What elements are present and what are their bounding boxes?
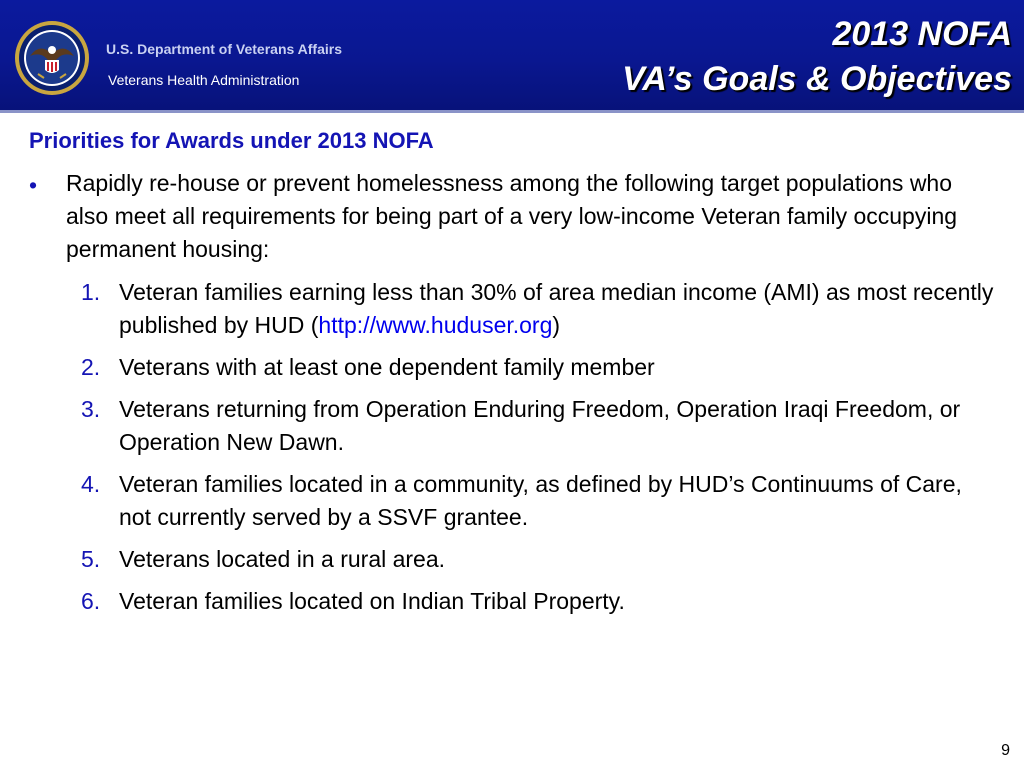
list-item-number: 6. xyxy=(81,588,101,614)
bullet-icon: • xyxy=(29,172,38,198)
list-item: Veteran families located on Indian Tribal Property. xyxy=(119,588,625,614)
list-item-number: 3. xyxy=(81,396,101,422)
list-item-number: 1. xyxy=(81,279,101,305)
list-item: Veterans located in a rural area. xyxy=(119,546,446,572)
list-item xyxy=(119,276,999,342)
list-item-number: 4. xyxy=(81,471,101,497)
list-item: Veteran families located in a community, as defined by HUD’s Continuums of Care, not currently served by a SSVF grantee. xyxy=(119,471,962,530)
page-number: 9 xyxy=(1001,742,1010,759)
list-item-number: 2. xyxy=(81,354,101,380)
list-item-number: 5. xyxy=(81,546,101,572)
list-item: Veterans returning from Operation Enduring Freedom, Operation Iraqi Freedom, or Operation New Dawn. xyxy=(119,396,961,455)
list-item-text: Veteran families earning less than 30% of area median income (AMI) as most recently published by HUD ( xyxy=(119,279,994,338)
administration-name: Veterans Health Administration xyxy=(108,72,300,88)
slide-title-line1: 2013 NOFA xyxy=(832,15,1012,53)
bullet-text: Rapidly re-house or prevent homelessness among the following target populations who also meet all requirements for being part of a very low-income Veteran family occupying permanent housing: xyxy=(66,170,958,262)
list-item-suffix: ) xyxy=(552,312,561,338)
section-heading: Priorities for Awards under 2013 NOFA xyxy=(29,128,434,153)
huduser-link[interactable]: http://www.huduser.org xyxy=(318,312,553,338)
slide-title-line2: VA’s Goals & Objectives xyxy=(622,60,1012,98)
department-name: U.S. Department of Veterans Affairs xyxy=(106,41,342,57)
list-item: Veterans with at least one dependent family member xyxy=(119,354,655,380)
